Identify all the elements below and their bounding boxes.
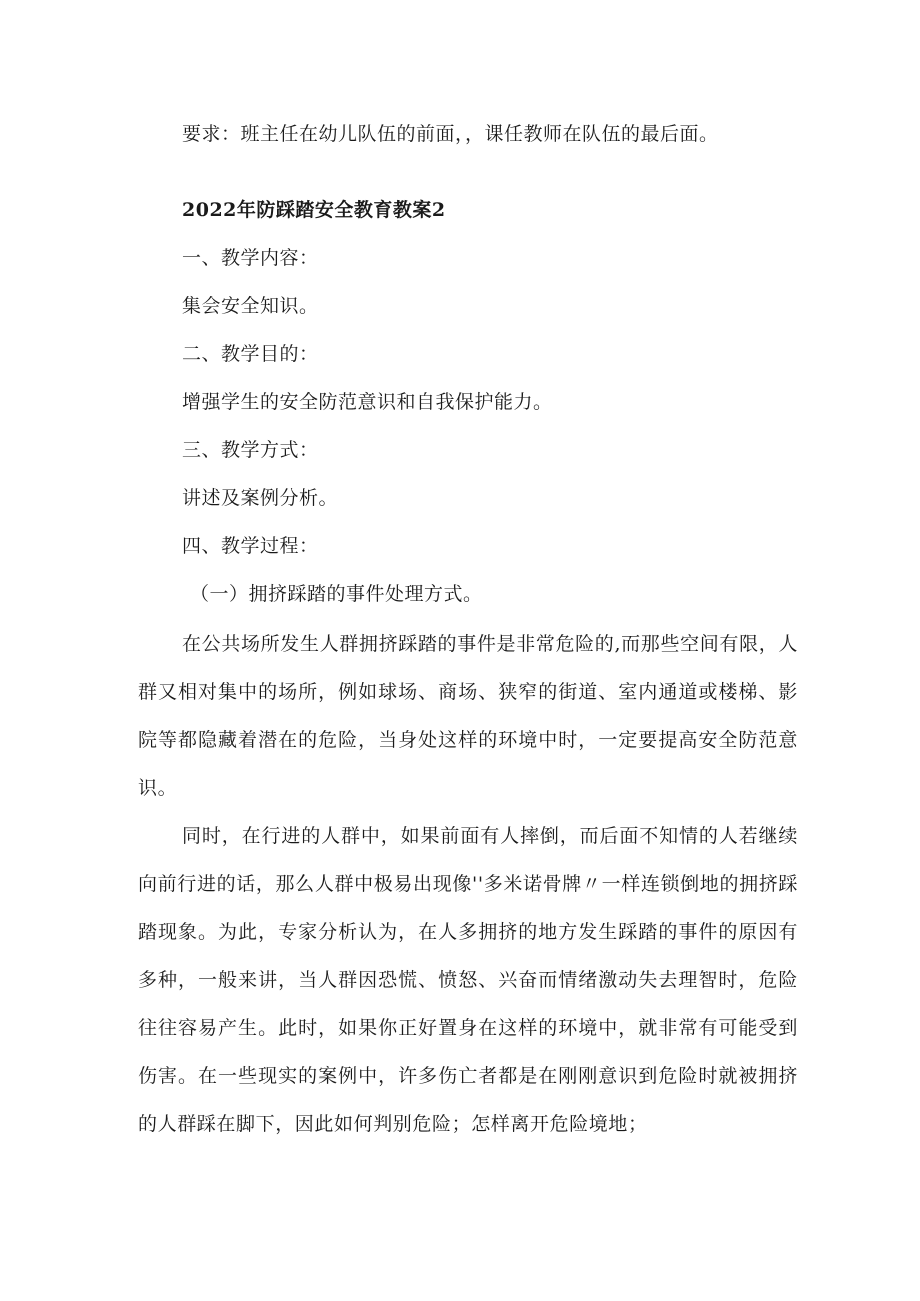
section-heading-objective: 二、教学目的： — [182, 343, 319, 365]
paragraph-crowd-danger: 在公共场所发生人群拥挤踩踏的事件是非常危险的,而那些空间有限，人群又相对集中的场所，例如球场、商场、狭窄的街道、室内通道或楼梯、影院等都隐藏着潜在的危险，当身处这样的环境中时，一定要提高安全防范意识。 — [138, 633, 798, 799]
section-body-content: 集会安全知识。 — [182, 295, 319, 317]
section-body-objective: 增强学生的安全防范意识和自我保护能力。 — [182, 391, 553, 413]
section-body-method: 讲述及案例分析。 — [182, 487, 339, 509]
subsection-heading: （一）拥挤踩踏的事件处理方式。 — [190, 583, 483, 605]
process-heading: 四、教学过程： — [182, 535, 319, 557]
section-title: 2022年防踩踏安全教育教案2 — [182, 199, 446, 221]
paragraph-stampede-causes: 同时，在行进的人群中，如果前面有人摔倒，而后面不知情的人若继续向前行进的话，那么人群中极易出现像''多米诺骨牌〃一样连锁倒地的拥挤踩踏现象。为此，专家分析认为，在人多拥挤的地方发生踩踏的事件的原因有多种，一般来讲，当人群因恐慌、愤怒、兴奋而情绪激动失去理智时，危险往往容易产生。此时，如果你正好置身在这样的环境中，就非常有可能受到伤害。在一些现实的案例中，许多伤亡者都是在刚刚意识到危险时就被拥挤的人群踩在脚下，因此如何判别危险；怎样离开危险境地； — [138, 825, 798, 1135]
section-heading-method: 三、教学方式： — [182, 439, 319, 461]
section-heading-content: 一、教学内容： — [182, 247, 319, 269]
requirement-line: 要求：班主任在幼儿队伍的前面，，课任教师在队伍的最后面。 — [182, 123, 719, 145]
